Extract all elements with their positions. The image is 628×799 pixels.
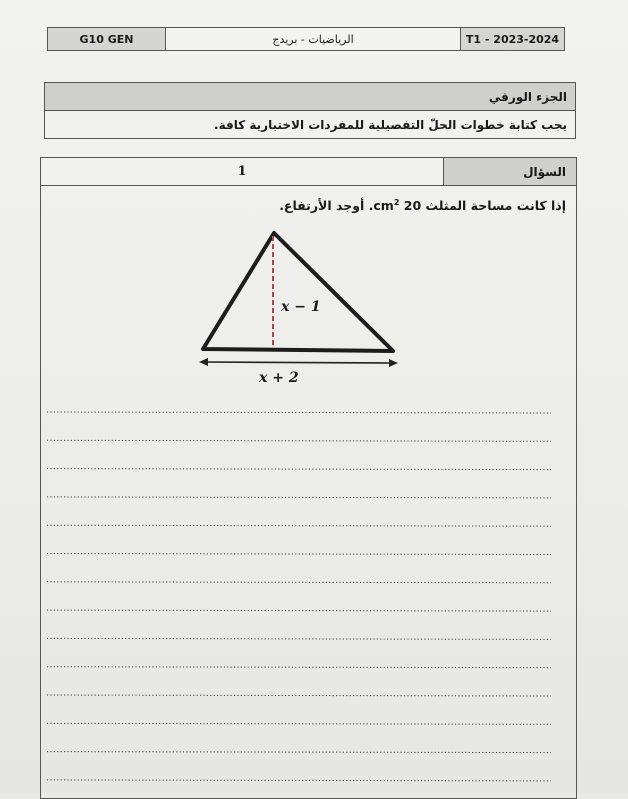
grade-label: G10 GEN <box>48 28 166 50</box>
answer-line <box>47 752 551 753</box>
answer-line <box>47 412 551 413</box>
answer-line <box>47 667 551 668</box>
term-label: T1 - 2023-2024 <box>461 28 564 50</box>
section-title: الجزء الورقي <box>45 83 575 111</box>
answer-line <box>47 780 551 781</box>
answer-line <box>47 525 551 526</box>
height-label: x − 1 <box>281 299 321 315</box>
answer-line <box>47 440 551 441</box>
answer-line <box>47 497 551 498</box>
question-text-prefix: إذا كانت مساحة المثلث 20 cm <box>373 198 566 214</box>
subject-label: الرياضيات - بريدج <box>166 28 461 50</box>
question-text-suffix: . أوجد الأرتفاع. <box>279 198 374 214</box>
answer-line <box>47 469 551 470</box>
answer-line <box>47 638 551 639</box>
answer-line <box>47 582 551 583</box>
base-label: x + 2 <box>259 370 299 386</box>
answer-line <box>47 695 551 696</box>
answer-line <box>47 554 551 555</box>
answer-line <box>47 723 551 724</box>
question-text-exponent: 2 <box>393 198 400 207</box>
section-instruction: يجب كتابة خطوات الحلّ التفصيلية للمفردات الاختبارية كافة. <box>45 111 575 138</box>
question-label: السؤال <box>443 158 576 185</box>
answer-line <box>47 610 551 611</box>
question-number: 1 <box>41 158 443 185</box>
